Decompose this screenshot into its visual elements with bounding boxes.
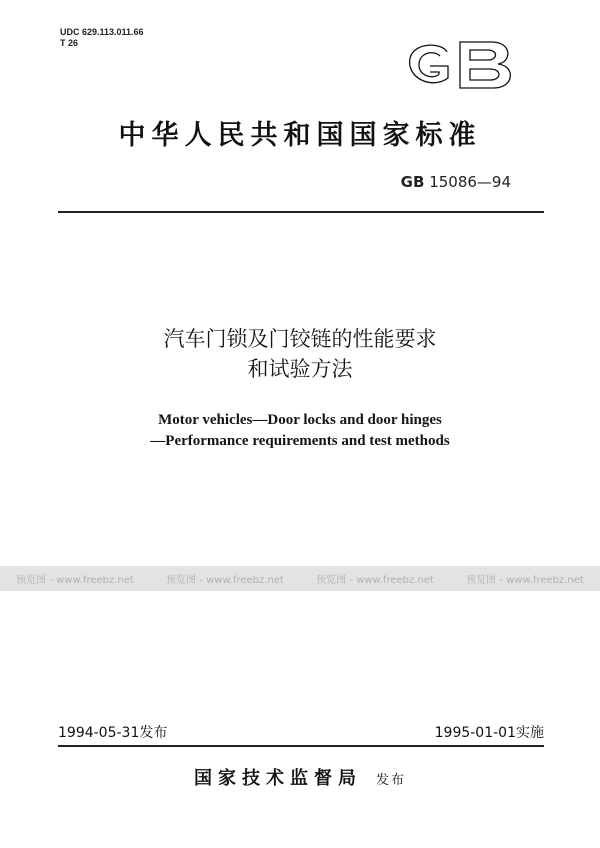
classification-code: T 26	[60, 38, 79, 48]
gb-logo-text: GB	[459, 90, 461, 91]
watermark-text: 预览图 - www.freebz.net	[316, 575, 434, 586]
title-en-line-1: Motor vehicles—Door locks and door hinges	[158, 412, 442, 428]
standard-prefix: GB	[400, 173, 425, 191]
implementation-date: 1995-01-01实施	[434, 725, 544, 741]
issue-date: 1994-05-31发布	[58, 725, 168, 741]
watermark-band	[0, 566, 600, 591]
national-standard-title: 中华人民共和国国家标准	[118, 120, 482, 151]
standard-number	[0, 173, 511, 191]
title-en-line-2: —Performance requirements and test methods	[150, 433, 450, 449]
issuer-line	[0, 764, 600, 790]
title-cn-line-1: 汽车门锁及门铰链的性能要求	[163, 327, 437, 351]
issuer-action: 发布	[375, 773, 406, 788]
top-divider	[58, 211, 544, 213]
watermark-text: 预览图 - www.freebz.net	[16, 575, 134, 586]
udc-block	[60, 27, 144, 49]
issuing-authority: 国家技术监督局	[193, 768, 362, 789]
document-title-en	[0, 410, 600, 452]
standard-code: 15086—94	[429, 173, 511, 191]
title-cn-line-2: 和试验方法	[247, 357, 353, 381]
watermark-text: 预览图 - www.freebz.net	[466, 575, 584, 586]
bottom-divider	[58, 745, 544, 747]
gb-logo	[402, 38, 516, 92]
watermark-text: 预览图 - www.freebz.net	[166, 575, 284, 586]
document-title-cn	[0, 324, 600, 384]
udc-code: UDC 629.113.011.66	[60, 27, 144, 37]
